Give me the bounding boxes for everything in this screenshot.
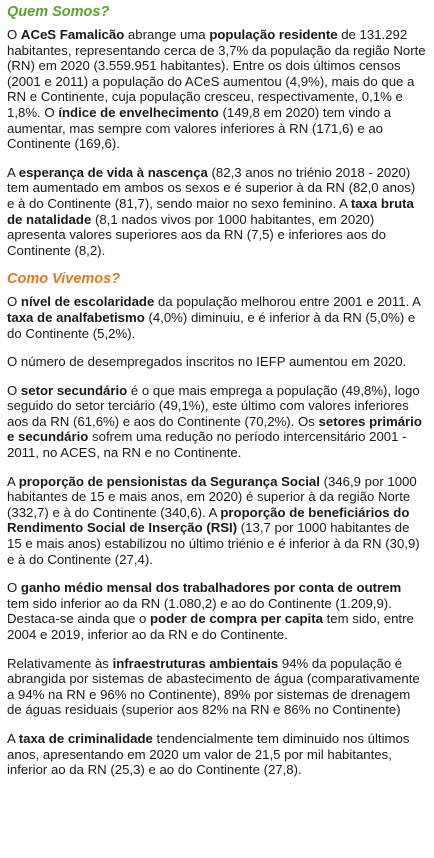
text-run: O número de desempregados inscritos no IEFP aumentou em 2020. (7, 354, 407, 370)
bold-term: população residente (209, 27, 338, 42)
text-run: 94% da população é abrangida por sistemas de abastecimento de água (comparativamente a 94% na RN e 96% no Continente), 89% por sistemas de drenagem de águas residuais (superior aos 82% na RN e 86% no Continente) (7, 655, 420, 718)
bold-term: proporção de beneficiários do Rendimento Social de Inserção (RSI) (7, 504, 410, 536)
text-run: Relativamente às (7, 655, 113, 671)
text-run: sofrem uma redução no período intercensitário 2001 - 2011, no ACES, na RN e no Continente. (7, 429, 407, 461)
text-run: O (7, 27, 21, 42)
paragraph-setores (7, 383, 426, 461)
text-run: (8,1 nados vivos por 1000 habitantes, em 2020) apresenta valores superiores aos da RN (7,5) e inferiores aos do Continente (8,2). (7, 211, 386, 258)
paragraph-desemprego (7, 354, 426, 370)
bold-term: infraestruturas ambientais (112, 655, 279, 671)
bold-term: índice de envelhecimento (58, 104, 219, 120)
bold-term: poder de compra per capita (149, 611, 323, 627)
bold-term: ganho médio mensal dos trabalhadores por conta de outrem (20, 580, 402, 596)
text-run: tem sido inferior ao da RN (1.080,2) e ao do Continente (1.209,9). Destaca-se ainda que o (7, 595, 392, 627)
bold-term: setor secundário (20, 382, 128, 398)
bold-term: esperança de vida à nascença (18, 164, 208, 180)
bold-term: taxa de criminalidade (18, 730, 153, 746)
text-run: O (7, 580, 21, 596)
text-run: (4,0%) diminuiu, e é inferior à da RN (5,0%) e do Continente (5,2%). (7, 309, 416, 341)
paragraph-criminalidade (7, 731, 426, 778)
text-run: tem sido, entre 2004 e 2019, inferior ao da RN e do Continente. (7, 611, 414, 642)
bold-term: nível de escolaridade (20, 294, 155, 310)
paragraph-populacao (7, 27, 426, 152)
text-run: A (7, 164, 19, 180)
paragraph-pensionistas (7, 474, 426, 568)
text-run: (13,7 por 1000 habitantes de 15 e mais anos) estabilizou no último triénio e é inferior à da RN (30,9) e à do Continente (27,4). (7, 520, 420, 567)
section-title-quem-somos: Quem Somos? (7, 4, 110, 20)
bold-term: setores primário e secundário (7, 413, 422, 445)
paragraph-escolaridade (7, 294, 426, 341)
paragraph-infraestruturas (7, 656, 426, 718)
text-run: (346,9 por 1000 habitantes de 15 e mais anos, em 2020) é superior à da região Norte (332,7) e à do Continente (340,6). A (7, 473, 417, 520)
text-run: tendencialmente tem diminuido nos últimos anos, apresentando em 2020 um valor de 21,5 por mil habitantes, inferior ao da RN (25,3) e ao do Continente (27,8). (7, 730, 410, 778)
paragraph-ganho-medio (7, 580, 426, 642)
text-run: de 131.292 habitantes, representando cerca de 3,7% da população da região Norte (RN) em 2020 (3.559.951 habitantes). Entre os dois últimos censos (2001 e 2011) a população do ACeS aumentou (4,9%), mais do que a RN e Continente, cuja população cresceu, respectivamente, 0,1% e 1,8%. O (7, 27, 426, 120)
section-title-como-vivemos: Como Vivemos? (7, 271, 121, 288)
bold-term: taxa bruta de natalidade (7, 195, 414, 227)
bold-term: taxa de analfabetismo (7, 309, 145, 325)
text-run: A (7, 730, 19, 746)
text-run: A (7, 473, 19, 489)
paragraph-esperanca-vida (7, 165, 426, 259)
text-run: O (7, 294, 21, 310)
text-run: é o que mais emprega a população (49,8%), logo seguido do setor terciário (49,1%), este último com valores inferiores aos da RN (61,6%) e aos do Continente (70,2%). Os (7, 382, 420, 429)
bold-term: ACeS Famalicão (20, 27, 125, 42)
text-run: abrange uma (124, 27, 210, 42)
text-run: (82,3 anos no triénio 2018 - 2020) tem aumentado em ambos os sexos e é superior à da RN (82,0 anos) e à do Continente (81,7), sendo maior no sexo feminino. A (7, 164, 416, 211)
bold-term: proporção de pensionistas da Segurança Social (18, 473, 320, 489)
text-run: da população melhorou entre 2001 e 2011. A (154, 294, 421, 310)
text-run: O (7, 382, 21, 398)
text-run: (149,8 em 2020) tem vindo a aumentar, mas sempre com valores inferiores à RN (171,6) e ao Continente (169,6). (7, 104, 392, 152)
